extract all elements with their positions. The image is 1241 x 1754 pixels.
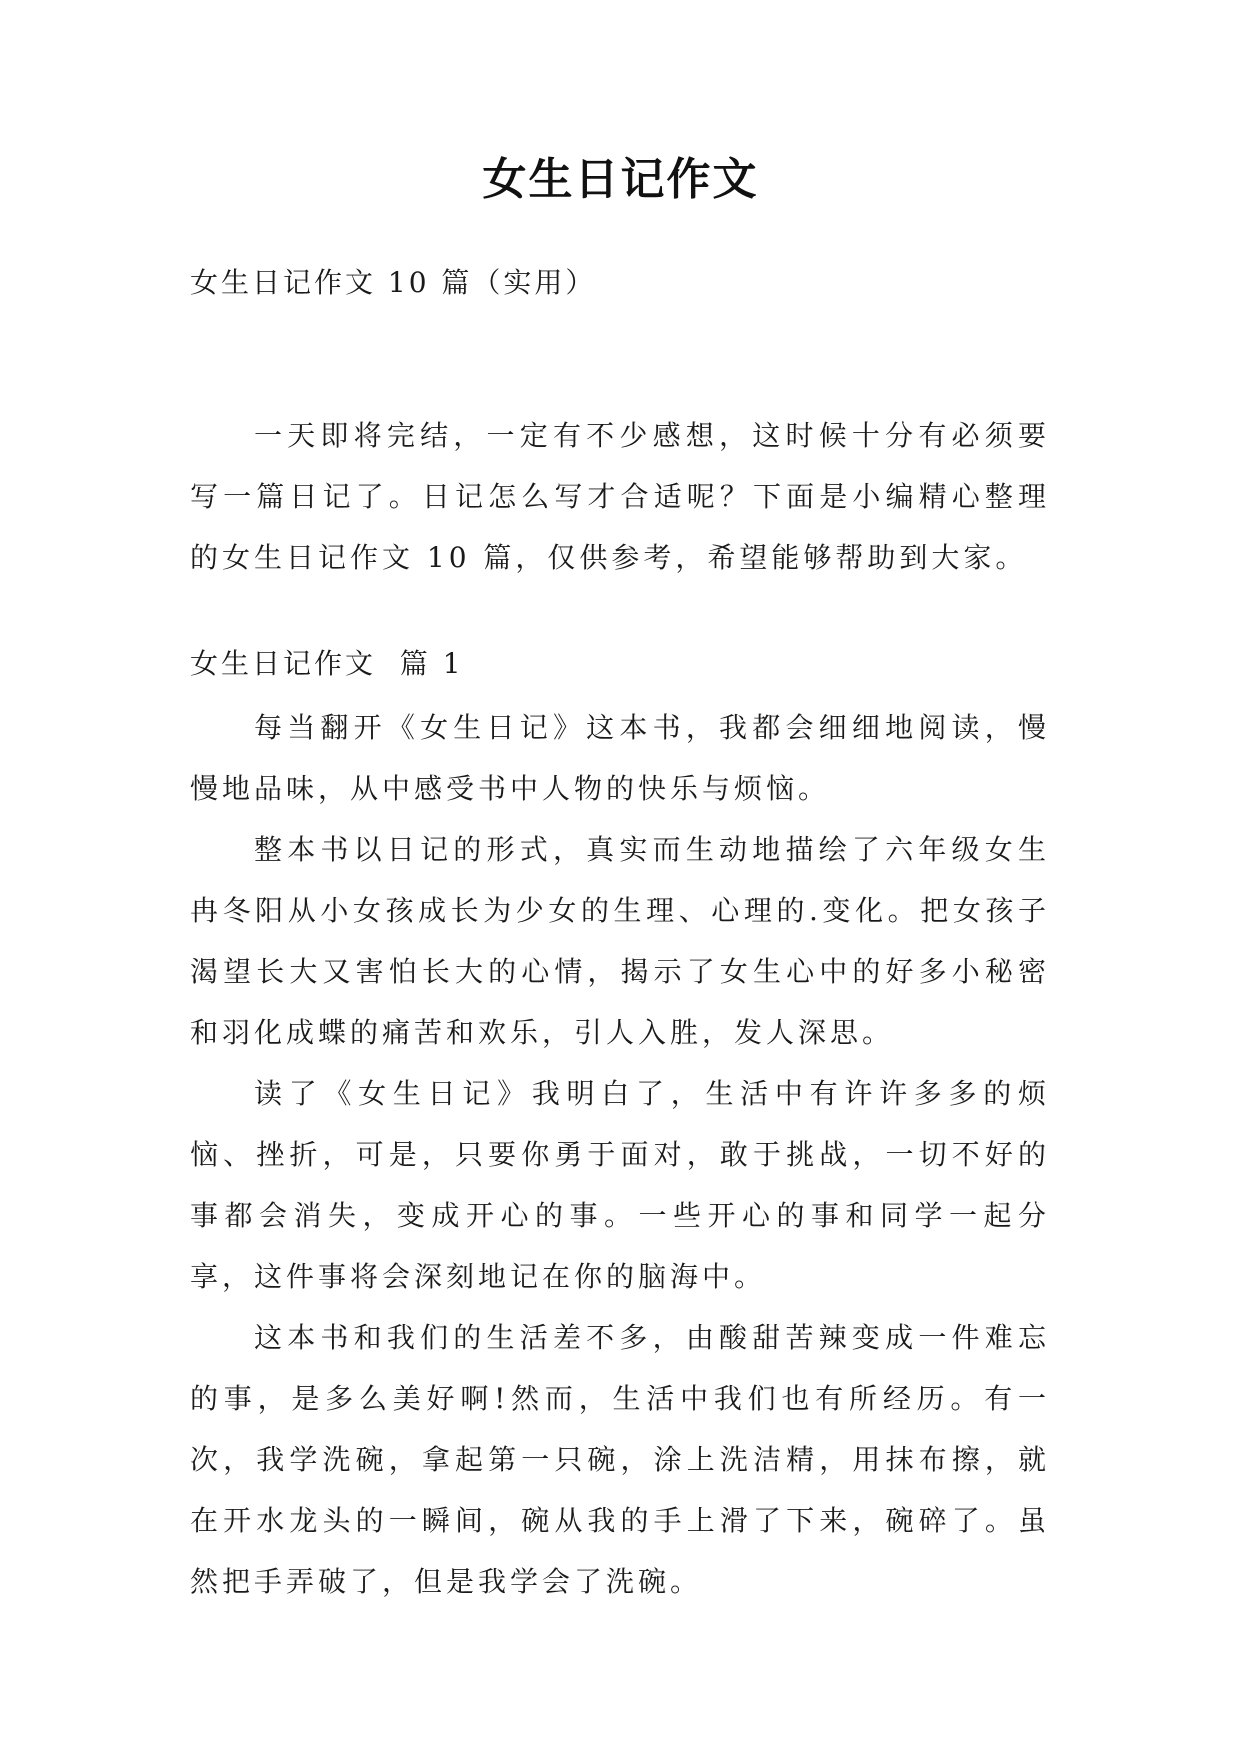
document-title: 女生日记作文 bbox=[482, 154, 759, 205]
intro-block bbox=[190, 405, 1050, 588]
section-paragraph-2: 整本书以日记的形式，真实而生动地描绘了六年级女生冉冬阳从小女孩成长为少女的生理、心理的.变化。把女孩子渴望长大又害怕长大的心情，揭示了女生心中的好多小秘密和羽化成蝶的痛苦和欢乐，引人入胜，发人深思。 bbox=[190, 833, 1050, 1049]
intro-paragraph: 一天即将完结，一定有不少感想，这时候十分有必须要写一篇日记了。日记怎么写才合适呢？下面是小编精心整理的女生日记作文 10 篇，仅供参考，希望能够帮助到大家。 bbox=[190, 419, 1050, 574]
section-paragraph-1: 每当翻开《女生日记》这本书，我都会细细地阅读，慢慢地品味，从中感受书中人物的快乐与烦恼。 bbox=[190, 711, 1050, 805]
section-heading: 女生日记作文 篇 1 bbox=[190, 647, 464, 680]
section-1 bbox=[190, 643, 1050, 1612]
section-paragraph-4: 这本书和我们的生活差不多，由酸甜苦辣变成一件难忘的事，是多么美好啊!然而，生活中我们也有所经历。有一次，我学洗碗，拿起第一只碗，涂上洗洁精，用抹布擦，就在开水龙头的一瞬间，碗从我的手上滑了下来，碗碎了。虽然把手弄破了，但是我学会了洗碗。 bbox=[190, 1321, 1050, 1598]
section-paragraph-3: 读了《女生日记》我明白了，生活中有许许多多的烦恼、挫折，可是，只要你勇于面对，敢于挑战，一切不好的事都会消失，变成开心的事。一些开心的事和同学一起分享，这件事将会深刻地记在你的脑海中。 bbox=[190, 1077, 1050, 1293]
document-subtitle: 女生日记作文 10 篇（实用） bbox=[190, 266, 597, 299]
